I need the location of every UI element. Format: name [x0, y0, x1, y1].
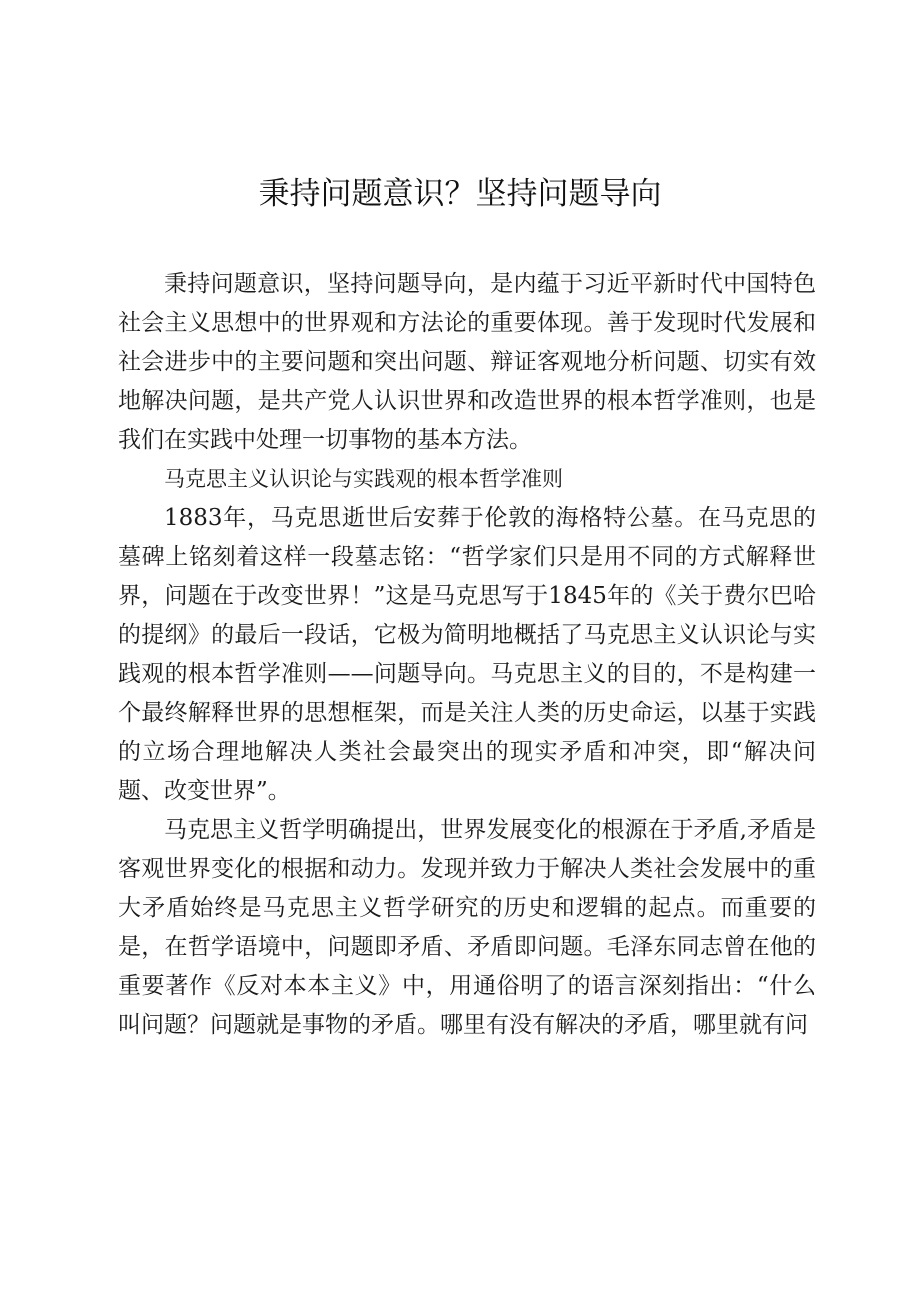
section-heading: 马克思主义认识论与实践观的根本哲学准则	[164, 467, 563, 491]
paragraph-contradiction: 马克思主义哲学明确提出，世界发展变化的根源在于矛盾,矛盾是客观世界变化的根据和动力。发现并致力于解决人类社会发展中的重大矛盾始终是马克思主义哲学研究的历史和逻辑的起点。而重要的是，在哲学语境中，问题即矛盾、矛盾即问题。毛泽东同志曾在他的重要著作《反对本本主义》中，用通俗明了的语言深刻指出：“什么叫问题？问题就是事物的矛盾。哪里有没有解决的矛盾，哪里就有问	[118, 817, 816, 1038]
document-body	[118, 265, 816, 1045]
paragraph-intro: 秉持问题意识，坚持问题导向，是内蕴于习近平新时代中国特色社会主义思想中的世界观和方法论的重要体现。善于发现时代发展和社会进步中的主要问题和突出问题、辩证客观地分析问题、切实有效地解决问题，是共产党人认识世界和改造世界的根本哲学准则，也是我们在实践中处理一切事物的基本方法。	[118, 271, 816, 453]
document-title: 秉持问题意识？坚持问题导向	[258, 176, 662, 212]
paragraph-marx-epitaph: 1883年，马克思逝世后安葬于伦敦的海格特公墓。在马克思的墓碑上铭刻着这样一段墓志铭：“哲学家们只是用不同的方式解释世界，问题在于改变世界！”这是马克思写于1845年的《关于费尔巴哈的提纲》的最后一段话，它极为简明地概括了马克思主义认识论与实践观的根本哲学准则——问题导向。马克思主义的目的，不是构建一个最终解释世界的思想框架，而是关注人类的历史命运，以基于实践的立场合理地解决人类社会最突出的现实矛盾和冲突，即“解决问题、改变世界”。	[118, 505, 816, 804]
